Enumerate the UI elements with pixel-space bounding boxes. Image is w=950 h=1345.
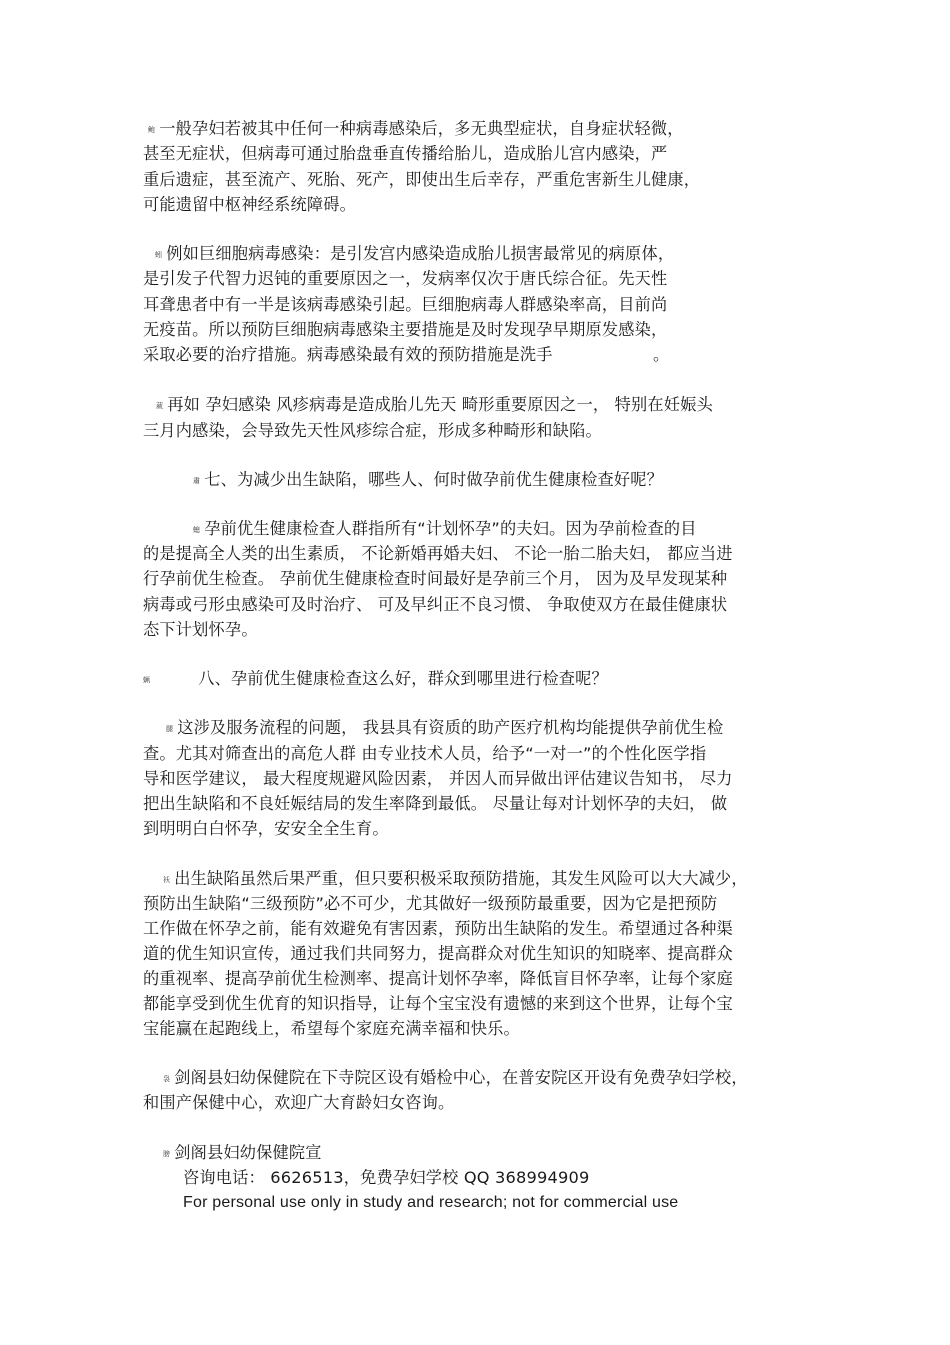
paragraph-line: 行孕前优生检查。 孕前优生健康检查时间最好是孕前三个月， 因为及早发现某种 xyxy=(143,569,728,588)
paragraph-line: 三月内感染，会导致先天性风疹综合症，形成多种畸形和缺陷。 xyxy=(143,421,602,440)
paragraph-line: 葳 再如 孕妇感染 风疹病毒是造成胎儿先天 畸形重要原因之一， 特别在妊娠头 xyxy=(156,395,713,414)
paragraph-line: 宝能赢在起跑线上，希望每个家庭充满幸福和快乐。 xyxy=(143,1019,520,1038)
paragraph-marker: 膀 xyxy=(163,1149,171,1158)
paragraph-line: 腿 这涉及服务流程的问题， 我县具有资质的助产医疗机构均能提供孕前优生检 xyxy=(166,718,724,737)
paragraph-line: 的重视率、提高孕前优生检测率、提高计划怀孕率，降低盲目怀孕率，让每个家庭 xyxy=(143,969,733,988)
paragraph-marker: 肅 xyxy=(193,476,201,485)
paragraph-line: 工作做在怀孕之前，能有效避免有害因素，预防出生缺陷的发生。希望通过各种渠 xyxy=(143,919,733,938)
paragraph-line: 。 xyxy=(653,345,670,364)
paragraph-line: 把出生缺陷和不良妊娠结局的发生率降到最低。 尽量让每对计划怀孕的夫妇， 做 xyxy=(143,794,728,813)
paragraph-line: 到明明白白怀孕，安安全全生育。 xyxy=(143,819,389,838)
paragraph-line: 可能遗留中枢神经系统障碍。 xyxy=(143,195,357,214)
contact-info: 咨询电话： 6626513，免费孕妇学校 QQ 368994909 xyxy=(183,1168,590,1187)
paragraph-marker: 蝋 xyxy=(143,675,151,684)
paragraph-marker: 螅 xyxy=(193,525,201,534)
paragraph-line: 的是提高全人类的出生素质， 不论新婚再婚夫妇、 不论一胎二胎夫妇， 都应当进 xyxy=(143,544,733,563)
paragraph-line: 袅 剑阁县妇幼保健院在下寺院区设有婚检中心，在普安院区开设有免费孕妇学校， xyxy=(163,1068,748,1087)
paragraph-line: 导和医学建议， 最大程度规避风险因素， 并因人而异做出评估建议告知书， 尽力 xyxy=(143,769,733,788)
paragraph-line: 蚓 例如巨细胞病毒感染：是引发宫内感染造成胎儿损害最常见的病原体， xyxy=(155,244,675,263)
section-heading: 蝋 八、孕前优生健康检查这么好，群众到哪里进行检查呢？ xyxy=(143,669,608,688)
paragraph-marker: 鲍 xyxy=(148,125,156,134)
paragraph-line: 道的优生知识宣传，通过我们共同努力，提高群众对优生知识的知晓率、提高群众 xyxy=(143,944,733,963)
paragraph-line: 态下计划怀孕。 xyxy=(143,620,258,639)
paragraph-line: 耳聋患者中有一半是该病毒感染引起。巨细胞病毒人群感染率高，目前尚 xyxy=(143,295,668,314)
paragraph-line: 鲍 一般孕妇若被其中任何一种病毒感染后，多无典型症状，自身症状轻微， xyxy=(148,119,684,138)
paragraph-line: 病毒或弓形虫感染可及时治疗、 可及早纠正不良习惯、 争取使双方在最佳健康状 xyxy=(143,595,728,614)
paragraph-line: 无疫苗。所以预防巨细胞病毒感染主要措施是及时发现孕早期原发感染， xyxy=(143,320,668,339)
paragraph-line: 甚至无症状，但病毒可通过胎盘垂直传播给胎儿，造成胎儿宫内感染，严 xyxy=(143,144,668,163)
paragraph-line: 采取必要的治疗措施。病毒感染最有效的预防措施是洗手 xyxy=(143,345,553,364)
paragraph-line: 预防出生缺陷“三级预防”必不可少，尤其做好一级预防最重要，因为它是把预防 xyxy=(143,894,718,913)
paragraph-line: 和围产保健中心，欢迎广大育龄妇女咨询。 xyxy=(143,1093,455,1112)
paragraph-marker: 蚓 xyxy=(155,250,163,259)
paragraph-line: 袄 出生缺陷虽然后果严重，但只要积极采取预防措施，其发生风险可以大大减少， xyxy=(163,869,748,888)
paragraph-line: 是引发子代智力迟钝的重要原因之一，发病率仅次于唐氏综合征。先天性 xyxy=(143,269,668,288)
paragraph-marker: 袅 xyxy=(163,1074,171,1083)
paragraph-line: 都能享受到优生优育的知识指导，让每个宝宝没有遗憾的来到这个世界，让每个宝 xyxy=(143,994,733,1013)
section-heading: 肅 七、为减少出生缺陷，哪些人、何时做孕前优生健康检查好呢？ xyxy=(193,470,664,489)
footer-notice: For personal use only in study and research; not for commercial use xyxy=(183,1194,679,1211)
signature-line: 膀 剑阁县妇幼保健院宣 xyxy=(163,1143,322,1162)
paragraph-marker: 腿 xyxy=(166,724,174,733)
paragraph-marker: 袄 xyxy=(163,875,171,884)
paragraph-line: 螅 孕前优生健康检查人群指所有“计划怀孕”的夫妇。因为孕前检查的目 xyxy=(193,519,697,538)
paragraph-marker: 葳 xyxy=(156,401,164,410)
paragraph-line: 查。尤其对筛查出的高危人群 由专业技术人员，给予“一对一”的个性化医学指 xyxy=(143,744,707,763)
paragraph-line: 重后遗症，甚至流产、死胎、死产，即使出生后幸存，严重危害新生儿健康， xyxy=(143,170,701,189)
